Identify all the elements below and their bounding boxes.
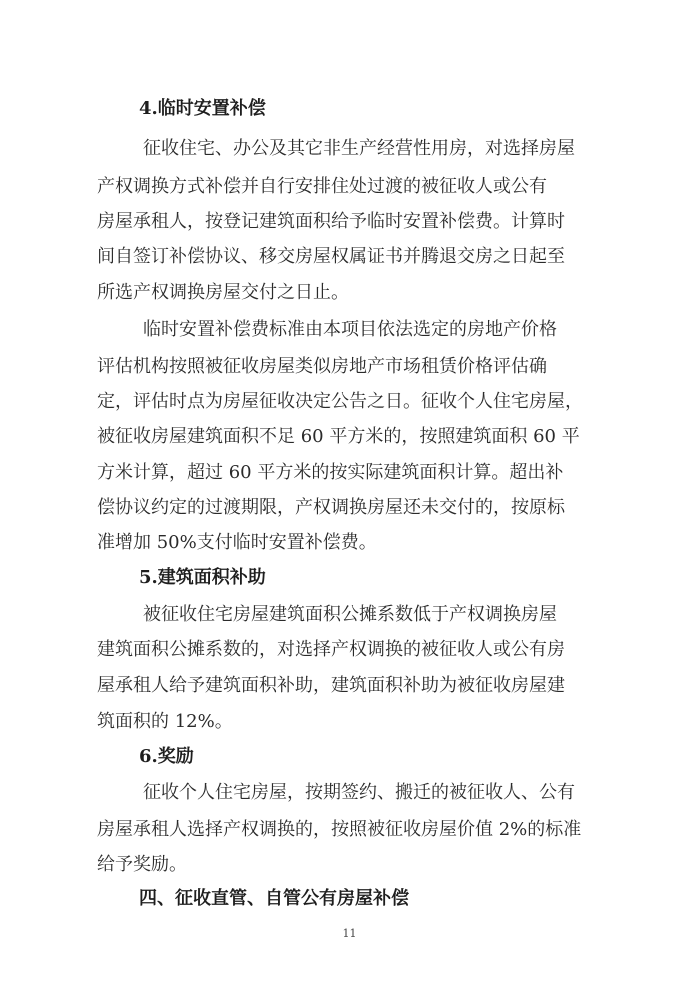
paragraph-line: 产权调换方式补偿并自行安排住处过渡的被征收人或公有 [97, 176, 547, 197]
paragraph-line: 被征收住宅房屋建筑面积公摊系数低于产权调换房屋 [143, 604, 557, 625]
section-heading-four: 四、征收直管、自管公有房屋补偿 [139, 888, 409, 909]
paragraph-line: 建筑面积公摊系数的，对选择产权调换的被征收人或公有房 [97, 639, 565, 660]
paragraph-line: 被征收房屋建筑面积不足 60 平方米的，按照建筑面积 60 平 [97, 426, 580, 447]
paragraph-line: 给予奖励。 [97, 854, 187, 875]
paragraph-line: 房屋承租人，按登记建筑面积给予临时安置补偿费。计算时 [97, 211, 565, 232]
paragraph-line: 筑面积的 12%。 [97, 711, 233, 732]
paragraph-line: 房屋承租人选择产权调换的，按照被征收房屋价值 2%的标准 [97, 819, 582, 840]
paragraph-line: 定，评估时点为房屋征收决定公告之日。征收个人住宅房屋， [97, 391, 583, 412]
section-heading-4: 4.临时安置补偿 [139, 98, 266, 119]
paragraph-line: 准增加 50%支付临时安置补偿费。 [97, 532, 377, 553]
paragraph-line: 所选产权调换房屋交付之日止。 [97, 282, 349, 303]
paragraph-line: 间自签订补偿协议、移交房屋权属证书并腾退交房之日起至 [97, 246, 565, 267]
paragraph-line: 偿协议约定的过渡期限，产权调换房屋还未交付的，按原标 [97, 497, 565, 518]
page-number: 11 [342, 927, 357, 940]
section-heading-6: 6.奖励 [139, 746, 194, 767]
paragraph-line: 征收住宅、办公及其它非生产经营性用房，对选择房屋 [143, 138, 575, 159]
paragraph-line: 方米计算，超过 60 平方米的按实际建筑面积计算。超出补 [97, 462, 564, 483]
paragraph-line: 评估机构按照被征收房屋类似房地产市场租赁价格评估确 [97, 356, 547, 377]
paragraph-line: 征收个人住宅房屋，按期签约、搬迁的被征收人、公有 [143, 782, 575, 803]
section-heading-5: 5.建筑面积补助 [139, 567, 266, 588]
paragraph-line: 屋承租人给予建筑面积补助，建筑面积补助为被征收房屋建 [97, 675, 565, 696]
paragraph-line: 临时安置补偿费标准由本项目依法选定的房地产价格 [143, 319, 557, 340]
